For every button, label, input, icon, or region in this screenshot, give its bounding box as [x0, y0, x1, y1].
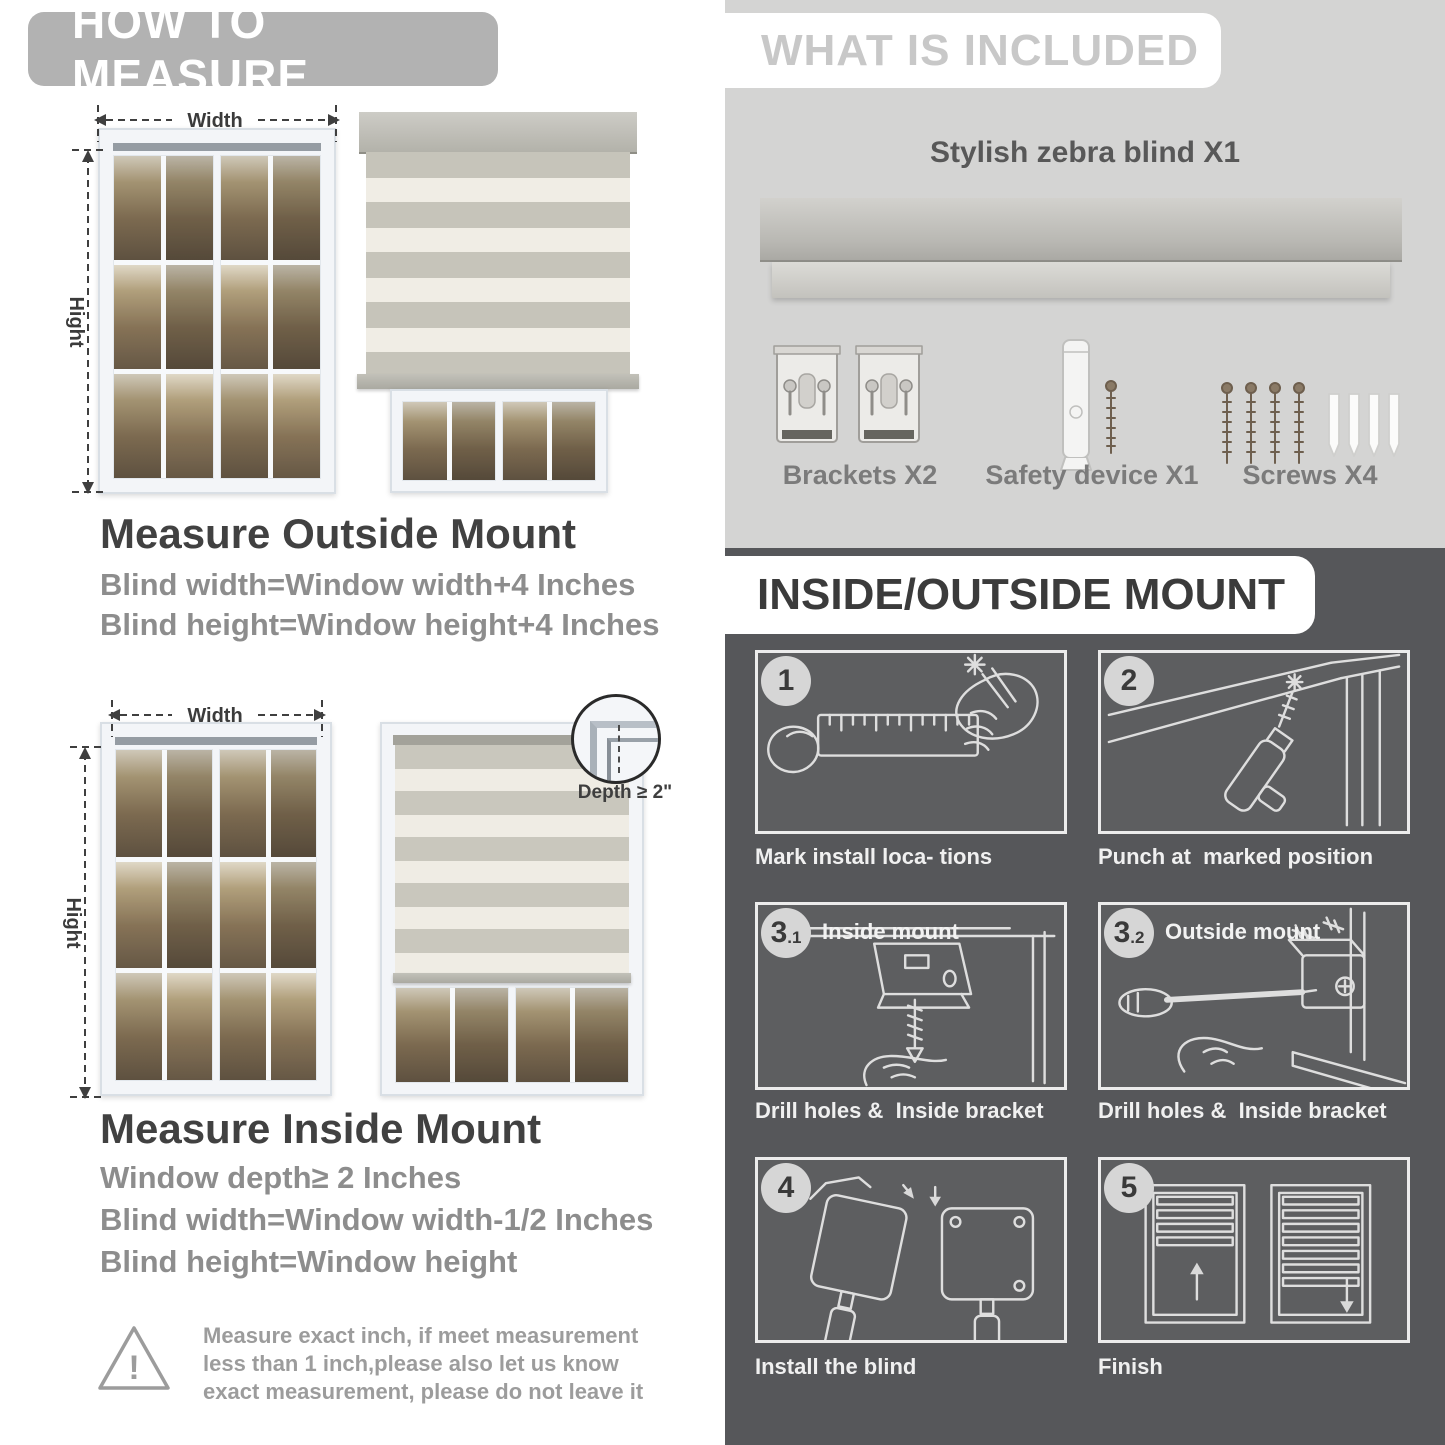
arrow-icon: [929, 1197, 941, 1207]
step4-badge: 4: [761, 1163, 811, 1213]
arrowhead-right-icon: [314, 709, 326, 721]
arrow-down-icon: [1340, 1301, 1354, 1313]
inside-outside-mount-banner: [725, 556, 1315, 634]
window-corner-inner: [607, 738, 661, 784]
blind-headrail-bottom: [772, 262, 1390, 298]
step1-badge: 1: [761, 656, 811, 706]
step3-1-title: Inside mount: [822, 919, 959, 944]
step5-caption: Finish: [1098, 1354, 1163, 1379]
product-label: Stylish zebra blind X1: [929, 136, 1241, 169]
step3-1-caption: Drill holes & Inside bracket: [755, 1098, 1044, 1123]
brackets-illustration: [773, 342, 923, 454]
step1-caption: Mark install loca- tions: [755, 844, 993, 869]
depth-label: Depth ≥ 2": [577, 782, 673, 803]
step3-2-panel: [1098, 902, 1410, 1090]
arrowhead-left-icon: [108, 709, 120, 721]
what-is-included-banner: [725, 13, 1221, 88]
window-pane: [516, 988, 570, 1082]
blind-stripes-lowered: [1283, 1197, 1358, 1286]
inside-outside-mount-title: INSIDE/OUTSIDE MOUNT: [757, 570, 1286, 619]
step2-badge: 2: [1104, 656, 1154, 706]
warning-exclamation: !: [128, 1349, 140, 1387]
window-pane: [575, 988, 629, 1082]
arrowhead-up-icon: [79, 747, 91, 759]
screws-caption: Screws X4: [1242, 460, 1378, 490]
window-pane: [552, 402, 596, 480]
arrowhead-right-icon: [328, 114, 340, 126]
outside-mount-heading: Measure Outside Mount: [100, 510, 577, 557]
step2-panel: [1098, 650, 1410, 834]
window-below-blind: [390, 389, 608, 493]
outside-height-formula: Blind height=Window height+4 Inches: [100, 607, 660, 642]
screws-and-anchors-illustration: [1217, 380, 1417, 472]
fig2-height-label: Hight: [62, 897, 84, 949]
fig1-measure-overlay: [60, 100, 360, 520]
window-sash-left: [402, 401, 496, 481]
inside-depth-rule: Window depth≥ 2 Inches: [100, 1160, 462, 1195]
step3-2-badge: 3 .2: [1104, 908, 1154, 958]
how-to-measure-banner: [28, 0, 498, 102]
step5-panel: [1098, 1157, 1410, 1343]
what-is-included-title: WHAT IS INCLUDED: [761, 25, 1200, 75]
step2-caption: Punch at marked position: [1098, 844, 1374, 869]
window-pane: [455, 988, 509, 1082]
blind-bottom-rail: [357, 374, 639, 389]
step3-2-caption: Drill holes & Inside bracket: [1098, 1098, 1387, 1123]
step3-2-title: Outside mount: [1165, 919, 1321, 944]
depth-measure-dashes: [618, 725, 620, 773]
blind-stripes-raised: [1157, 1197, 1232, 1245]
blind-headrail-front: [760, 198, 1402, 262]
blind-fabric-stripes: [366, 152, 630, 374]
outside-width-formula: Blind width=Window width+4 Inches: [100, 567, 636, 602]
depth-magnifier-icon: [571, 694, 661, 784]
inside-width-formula: Blind width=Window width-1/2 Inches: [100, 1202, 654, 1237]
arrowhead-down-icon: [82, 482, 94, 494]
window-pane: [452, 402, 496, 480]
window-pane: [503, 402, 547, 480]
inside-mount-heading: Measure Inside Mount: [100, 1105, 542, 1152]
brackets-caption: Brackets X2: [782, 460, 938, 490]
window-pane: [396, 988, 450, 1082]
window-sash-right: [515, 987, 629, 1083]
step1-panel: [755, 650, 1067, 834]
arrowhead-down-icon: [79, 1087, 91, 1099]
fig1-width-label: Width: [187, 110, 243, 132]
how-to-measure-title: HOW TO MEASURE: [72, 0, 310, 102]
fig2-measure-overlay: [60, 695, 360, 1115]
mount-steps-section: [725, 548, 1445, 1445]
window-pane: [403, 402, 447, 480]
step3-1-panel: [755, 902, 1067, 1090]
step4-caption: Install the blind: [755, 1354, 917, 1379]
safety-device-illustration: [1055, 336, 1125, 476]
inside-blind-bottom-rail: [393, 973, 631, 983]
fig2-width-label: Width: [187, 705, 243, 727]
inside-height-formula: Blind height=Window height: [100, 1244, 518, 1279]
warning-text: Measure exact inch, if meet measurement less than 1 inch,please also let us know exact measurement, please do not leave it: [203, 1323, 644, 1404]
fig1-height-label: Hight: [65, 296, 87, 348]
step5-badge: 5: [1104, 1163, 1154, 1213]
what-is-included-section: [725, 0, 1445, 548]
safety-screw-icon: [1106, 381, 1116, 453]
safety-device-caption: Safety device X1: [985, 460, 1199, 490]
step3-1-badge: 3 .1: [761, 908, 811, 958]
warning-triangle-icon: [96, 1322, 172, 1394]
window-sash-left: [395, 987, 509, 1083]
window-sash-right: [502, 401, 596, 481]
arrow-up-icon: [1190, 1263, 1204, 1275]
arrowhead-up-icon: [82, 150, 94, 162]
step4-panel: [755, 1157, 1067, 1343]
blind-cassette: [359, 112, 637, 154]
arrowhead-left-icon: [94, 114, 106, 126]
